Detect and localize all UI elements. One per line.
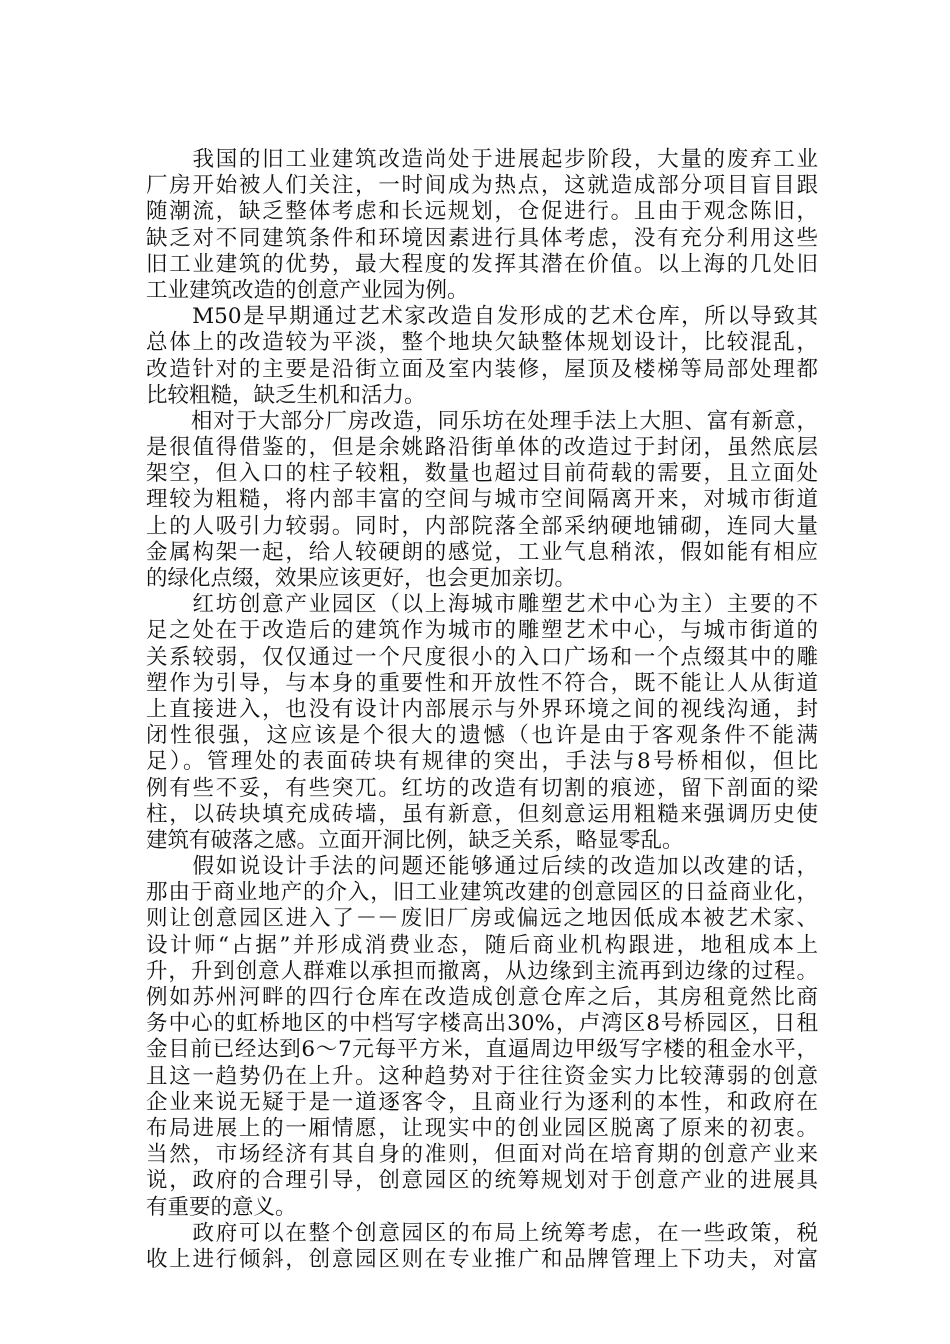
- text-line: 我国的旧工业建筑改造尚处于进展起步阶段，大量的废弃工业: [146, 147, 818, 172]
- text-line: 红坊创意产业园区（以上海城市雕塑艺术中心为主）主要的不: [146, 592, 818, 618]
- text-line: M50是早期通过艺术家改造自发形成的艺术仓库，所以导致其: [146, 304, 818, 330]
- text-line: 企业来说无疑于是一道逐客令，且商业行为逐利的本性，和政府在: [146, 1089, 818, 1115]
- text-line: 收上进行倾斜，创意园区则在专业推广和品牌管理上下功夫，对富: [146, 1246, 818, 1272]
- text-line: 政府可以在整个创意园区的布局上统筹考虑，在一些政策，税: [146, 1220, 818, 1246]
- text-line: 架空，但入口的柱子较粗，数量也超过目前荷载的需要，且立面处: [146, 461, 818, 487]
- text-line: 工业建筑改造的创意产业园为例。: [146, 277, 469, 303]
- body-text: [146, 147, 818, 1273]
- text-line: 上的人吸引力较弱。同时，内部院落全部采纳硬地铺砌，连同大量: [146, 513, 818, 539]
- text-line: 塑作为引导，与本身的重要性和开放性不符合，既不能让人从街道: [146, 670, 818, 696]
- text-line: 当然，市场经济有其自身的准则，但面对尚在培育期的创意产业来: [146, 1142, 818, 1168]
- text-line: 则让创意园区进入了－－废旧厂房或偏远之地因低成本被艺术家、: [146, 906, 818, 932]
- text-line: 理较为粗糙，将内部丰富的空间与城市空间隔离开来，对城市街道: [146, 487, 818, 513]
- text-line: 金目前已经达到6～7元每平方米，直逼周边甲级写字楼的租金水平，: [146, 1037, 818, 1063]
- text-line: 相对于大部分厂房改造，同乐坊在处理手法上大胆、富有新意，: [146, 408, 818, 434]
- text-line: 金属构架一起，给人较硬朗的感觉，工业气息稍浓，假如能有相应: [146, 539, 818, 565]
- text-line: 缺乏对不同建筑条件和环境因素进行具体考虑，没有充分利用这些: [146, 225, 818, 251]
- text-line: 关系较弱，仅仅通过一个尺度很小的入口广场和一个点缀其中的雕: [146, 644, 818, 670]
- text-line: 务中心的虹桥地区的中档写字楼高出30%，卢湾区8号桥园区，日租: [146, 1011, 818, 1037]
- text-line: 假如说设计手法的问题还能够通过后续的改造加以改建的话，: [146, 854, 818, 880]
- text-line: 的绿化点缀，效果应该更好，也会更加亲切。: [146, 566, 577, 591]
- text-line: 是很值得借鉴的，但是余姚路沿街单体的改造过于封闭，虽然底层: [146, 435, 818, 461]
- text-line: 那由于商业地产的介入，旧工业建筑改建的创意园区的日益商业化，: [146, 880, 818, 906]
- text-line: 总体上的改造较为平淡，整个地块欠缺整体规划设计，比较混乱，: [146, 330, 818, 356]
- text-line: 建筑有破落之感。立面开洞比例，缺乏关系，略显零乱。: [146, 827, 684, 853]
- text-line: 且这一趋势仍在上升。这种趋势对于往往资金实力比较薄弱的创意: [146, 1063, 818, 1089]
- text-line: 随潮流，缺乏整体考虑和长远规划，仓促进行。且由于观念陈旧，: [146, 199, 818, 225]
- text-line: 布局进展上的一厢情愿，让现实中的创业园区脱离了原来的初衷。: [146, 1115, 818, 1141]
- text-line: 足之处在于改造后的建筑作为城市的雕塑艺术中心，与城市街道的: [146, 618, 818, 644]
- text-line: 上直接进入，也没有设计内部展示与外界环境之间的视线沟通，封: [146, 696, 818, 722]
- text-line: 闭性很强，这应该是个很大的遗憾（也许是由于客观条件不能满: [146, 723, 818, 749]
- text-line: 例如苏州河畔的四行仓库在改造成创意仓库之后，其房租竟然比商: [146, 985, 818, 1010]
- text-line: 足）。管理处的表面砖块有规律的突出，手法与8号桥相似，但比: [146, 749, 818, 775]
- text-line: 柱，以砖块填充成砖墙，虽有新意，但刻意运用粗糙来强调历史使: [146, 801, 818, 827]
- text-line: 设计师“占据”并形成消费业态，随后商业机构跟进，地租成本上: [146, 932, 818, 958]
- text-line: 说，政府的合理引导，创意园区的统筹规划对于创意产业的进展具: [146, 1168, 818, 1194]
- text-line: 比较粗糙，缺乏生机和活力。: [146, 382, 426, 408]
- text-line: 旧工业建筑的优势，最大程度的发挥其潜在价值。以上海的几处旧: [146, 251, 818, 277]
- text-line: 有重要的意义。: [146, 1194, 297, 1220]
- text-line: 例有些不妥，有些突兀。红坊的改造有切割的痕迹，留下剖面的梁: [146, 775, 818, 801]
- text-line: 改造针对的主要是沿街立面及室内装修，屋顶及楼梯等局部处理都: [146, 356, 818, 382]
- text-line: 升，升到创意人群难以承担而撤离，从边缘到主流再到边缘的过程。: [146, 958, 818, 984]
- text-line: 厂房开始被人们关注，一时间成为热点，这就造成部分项目盲目跟: [146, 173, 818, 199]
